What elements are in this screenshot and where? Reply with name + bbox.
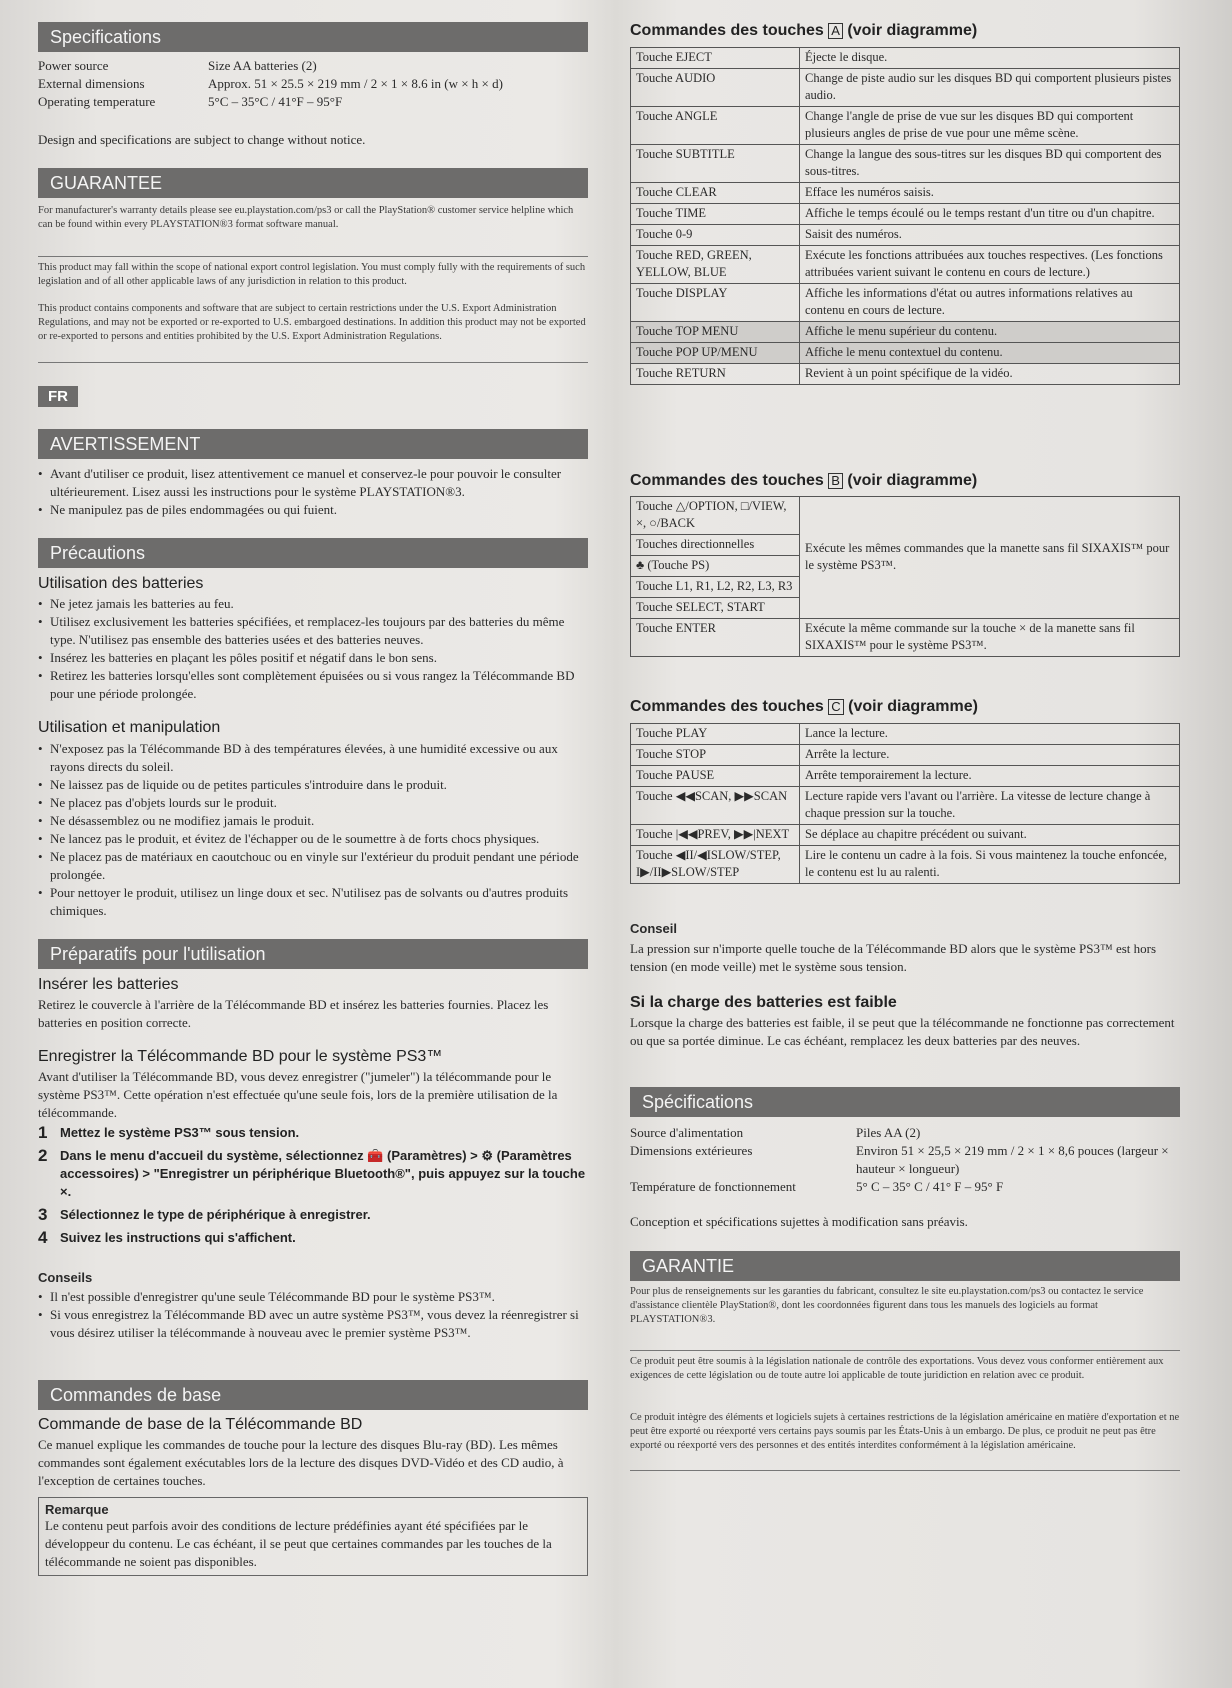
table-b-title: Commandes des touches B (voir diagramme) [630,472,978,489]
guarantee-text-1: For manufacturer's warranty details please see eu.playstation.com/ps3 or call the PlayStation® customer service helpline which can be found within every PLAYSTATION®3 format software manual. [38,205,574,230]
spec-row: External dimensions Approx. 51 × 25.5 × 219 mm / 2 × 1 × 8.6 in (w × h × d) [38,76,503,91]
register-steps [38,1124,588,1247]
table-row: Touche SUBTITLE Change la langue des sous-titres sur les disques BD qui comportent des sous-titres. [631,145,1180,183]
list-item: • Ne placez pas d'objets lourds sur le produit. [38,794,588,812]
precautions-banner: Précautions [38,538,588,568]
table-row: Touche DISPLAY Affiche les informations d'état ou autres informations relatives au contenu en cours de lecture. [631,284,1180,322]
table-row: ♣ (Touche PS) [631,556,1180,577]
step-item: 2 Dans le menu d'accueil du système, sélectionnez 🧰 (Paramètres) > ⚙ (Paramètres accessoires) > "Enregistrer un périphérique Bluetooth®", puis appuyez sur la touche ×. [38,1146,586,1199]
table-row: Touche △/OPTION, □/VIEW, ×, ○/BACK Exécute les mêmes commandes que la manette sans fil SIXAXIS™ pour le système PS3™. [631,497,1180,535]
table-row: Touche ENTER Exécute la même commande sur la touche × de la manette sans fil SIXAXIS™ pour le système PS3™. [631,619,1180,657]
note-box [38,1497,588,1576]
divider [630,1470,1180,1471]
divider [630,1350,1180,1351]
guarantee-fr-text-1: Pour plus de renseignements sur les garanties du fabricant, consultez le site eu.playstation.com/ps3 ou contactez le service d'assistance clientèle PlayStation®, dont les coordonnées figurent dans tous les manuels des logiciels au format PLAYSTATION®3. [630,1286,1144,1325]
basic-commands-banner: Commandes de base [38,1380,588,1410]
register-heading: Enregistrer la Télécommande BD pour le système PS3™ [38,1048,443,1065]
specifications-fr-list [630,1124,1180,1196]
spec-row: Dimensions extérieures Environ 51 × 25,5 × 219 mm / 2 × 1 × 8,6 pouces (largeur × hauteur × longueur) [630,1143,1169,1176]
table-b [630,496,1180,657]
conseil-text: La pression sur n'importe quelle touche de la Télécommande BD alors que le système PS3™ est hors tension (en mode veille) met le système sous tension. [630,941,1157,974]
warning-banner: AVERTISSEMENT [38,429,588,459]
list-item: • Ne lancez pas le produit, et évitez de l'échapper ou de le soumettre à de forts chocs physiques. [38,830,588,848]
table-row: Touche 0-9 Saisit des numéros. [631,225,1180,246]
table-row: Touche |◀◀PREV, ▶▶|NEXT Se déplace au chapitre précédent ou suivant. [631,825,1180,846]
table-row: Touche ANGLE Change l'angle de prise de vue sur les disques BD qui comportent plusieurs angles de prise de vue pour une même scène. [631,107,1180,145]
batteries-list [38,595,588,703]
conseil-heading: Conseil [630,921,677,936]
spec-row: Operating temperature 5°C – 35°C / 41°F – 95°F [38,94,343,109]
table-row: Touche CLEAR Efface les numéros saisis. [631,183,1180,204]
guarantee-fr-text-3: Ce produit intègre des éléments et logiciels sujets à certaines restrictions de la législation américaine en matière d'exportation et ne peut être exporté ou réexporté vers certains pays soumis par les États-Unis à un embargo. De plus, ce produit ne peut pas être exporté ou réexporté vers des personnes et des entités interdites conformément à la législation américaine. [630,1412,1180,1451]
table-row: Touche POP UP/MENU Affiche le menu contextuel du contenu. [631,343,1180,364]
prep-banner: Préparatifs pour l'utilisation [38,939,588,969]
tips-heading: Conseils [38,1270,93,1285]
spec-row: Température de fonctionnement 5° C – 35° C / 41° F – 95° F [630,1179,1004,1194]
note-heading: Remarque [45,1502,109,1517]
list-item: • N'exposez pas la Télécommande BD à des températures élevées, à une humidité excessive ou aux rayons directs du soleil. [38,740,588,776]
insert-batteries-heading: Insérer les batteries [38,976,179,993]
basic-commands-text: Ce manuel explique les commandes de touche pour la lecture des disques Blu-ray (BD). Les mêmes commandes sont également exécutables lors de la lecture des disques DVD-Vidéo et des CD audio, à l'exception de certaines touches. [38,1437,564,1488]
guarantee-banner: GUARANTEE [38,168,588,198]
table-row: Touche RETURN Revient à un point spécifique de la vidéo. [631,364,1180,385]
register-text: Avant d'utiliser la Télécommande BD, vous devez enregistrer ("jumeler") la télécommande pour le système PS3™. Cette opération n'est effectuée qu'une seule fois, lors de la première utilisation de la télécommande. [38,1069,558,1120]
specifications-fr-note: Conception et spécifications sujettes à modification sans préavis. [630,1214,968,1229]
language-tag: FR [38,386,78,407]
table-row: Touche L1, R1, L2, R2, L3, R3 [631,577,1180,598]
handling-list [38,740,588,920]
diagram-label-a: A [828,23,843,39]
table-row: Touches directionnelles [631,535,1180,556]
table-a-title: Commandes des touches A (voir diagramme) [630,22,978,39]
table-row: Touche SELECT, START [631,598,1180,619]
table-row: Touche ◀◀SCAN, ▶▶SCAN Lecture rapide vers l'avant ou l'arrière. La vitesse de lecture change à chaque pression sur la touche. [631,787,1180,825]
guarantee-fr-banner: GARANTIE [630,1251,1180,1281]
table-row: Touche EJECT Éjecte le disque. [631,48,1180,69]
table-row: Touche ◀II/◀ISLOW/STEP, I▶/II▶SLOW/STEP Lire le contenu un cadre à la fois. Si vous maintenez la touche enfoncée, le contenu est lu au ralenti. [631,846,1180,884]
list-item: • Insérez les batteries en plaçant les pôles positif et négatif dans le bon sens. [38,649,588,667]
specifications-list [38,57,588,111]
list-item: • Ne manipulez pas de piles endommagées ou qui fuient. [38,501,588,519]
basic-commands-heading: Commande de base de la Télécommande BD [38,1416,363,1433]
specifications-fr-banner: Spécifications [630,1087,1180,1117]
batteries-heading: Utilisation des batteries [38,575,204,592]
list-item: • Ne jetez jamais les batteries au feu. [38,595,588,613]
low-battery-heading: Si la charge des batteries est faible [630,994,897,1011]
divider [38,256,588,257]
table-row: Touche TOP MENU Affiche le menu supérieur du contenu. [631,322,1180,343]
note-text: Le contenu peut parfois avoir des conditions de lecture prédéfinies ayant été spécifiées par le développeur du contenu. Le cas échéant, il se peut que certaines commandes par les touches de la télécommande ne soient pas disponibles. [45,1518,552,1569]
warning-list [38,465,588,519]
spec-row: Power source Size AA batteries (2) [38,58,317,73]
step-item: 1 Mettez le système PS3™ sous tension. [38,1123,300,1142]
table-row: Touche PAUSE Arrête temporairement la lecture. [631,766,1180,787]
tips-list [38,1288,588,1342]
table-row: Touche PLAY Lance la lecture. [631,724,1180,745]
diagram-label-c: C [828,699,843,715]
table-c-title: Commandes des touches C (voir diagramme) [630,698,978,715]
list-item: • Il n'est possible d'enregistrer qu'une seule Télécommande BD pour le système PS3™. [38,1288,588,1306]
low-battery-text: Lorsque la charge des batteries est faible, il se peut que la télécommande ne fonctionne pas correctement ou que sa portée diminue. Le cas échéant, remplacez les deux batteries par des neuves. [630,1015,1175,1048]
list-item: • Utilisez exclusivement les batteries spécifiées, et remplacez-les toujours par des batteries du même type. N'utilisez pas ensemble des batteries usées et des batteries neuves. [38,613,588,649]
diagram-label-b: B [828,473,843,489]
table-c [630,723,1180,884]
guarantee-text-2: This product may fall within the scope of national export control legislation. You must comply fully with the requirements of such legislation and of all other applicable laws of any jurisdiction in relation to this product. [38,262,586,287]
list-item: • Avant d'utiliser ce produit, lisez attentivement ce manuel et conservez-le pour pouvoir le consulter ultérieurement. Lisez aussi les instructions pour le système PLAYSTATION®3. [38,465,588,501]
step-item: 4 Suivez les instructions qui s'affichent. [38,1228,296,1247]
specifications-note: Design and specifications are subject to change without notice. [38,132,366,147]
table-a [630,47,1180,385]
guarantee-fr-text-2: Ce produit peut être soumis à la législation nationale de contrôle des exportations. Vous devez vous conformer entièrement aux exigences de cette législation ou de toute autre loi applicable de toute juridiction en relation avec ce produit. [630,1356,1164,1381]
list-item: • Retirez les batteries lorsqu'elles sont complètement épuisées ou si vous rangez la Télécommande BD pour une période prolongée. [38,667,588,703]
table-row: Touche STOP Arrête la lecture. [631,745,1180,766]
list-item: • Ne désassemblez ou ne modifiez jamais le produit. [38,812,588,830]
list-item: • Ne placez pas de matériaux en caoutchouc ou en vinyle sur l'extérieur du produit pendant une période prolongée. [38,848,588,884]
spec-row: Source d'alimentation Piles AA (2) [630,1125,921,1140]
divider [38,362,588,363]
table-row: Touche RED, GREEN, YELLOW, BLUE Exécute les fonctions attribuées aux touches respectives. (Les fonctions attribuées varient suivant le contenu en cours de lecture.) [631,246,1180,284]
handling-heading: Utilisation et manipulation [38,719,221,736]
step-item: 3 Sélectionnez le type de périphérique à enregistrer. [38,1205,371,1224]
list-item: • Pour nettoyer le produit, utilisez un linge doux et sec. N'utilisez pas de solvants ou d'autres produits chimiques. [38,884,588,920]
specifications-banner: Specifications [38,22,588,52]
insert-batteries-text: Retirez le couvercle à l'arrière de la Télécommande BD et insérez les batteries fournies. Placez les batteries en position correcte. [38,997,549,1030]
list-item: • Si vous enregistrez la Télécommande BD avec un autre système PS3™, vous devez la réenregistrer si vous désirez utiliser la télécommande à nouveau avec le premier système PS3™. [38,1306,588,1342]
guarantee-text-3: This product contains components and software that are subject to certain restrictions under the U.S. Export Administration Regulations, and may not be exported or re-exported to U.S. embargoed destinations. In addition this product may not be exported or re-exported to persons and entities prohibited by the U.S. Export Administration Regulations. [38,303,586,342]
table-row: Touche TIME Affiche le temps écoulé ou le temps restant d'un titre ou d'un chapitre. [631,204,1180,225]
table-row: Touche AUDIO Change de piste audio sur les disques BD qui comportent plusieurs pistes audio. [631,69,1180,107]
list-item: • Ne laissez pas de liquide ou de petites particules s'introduire dans le produit. [38,776,588,794]
